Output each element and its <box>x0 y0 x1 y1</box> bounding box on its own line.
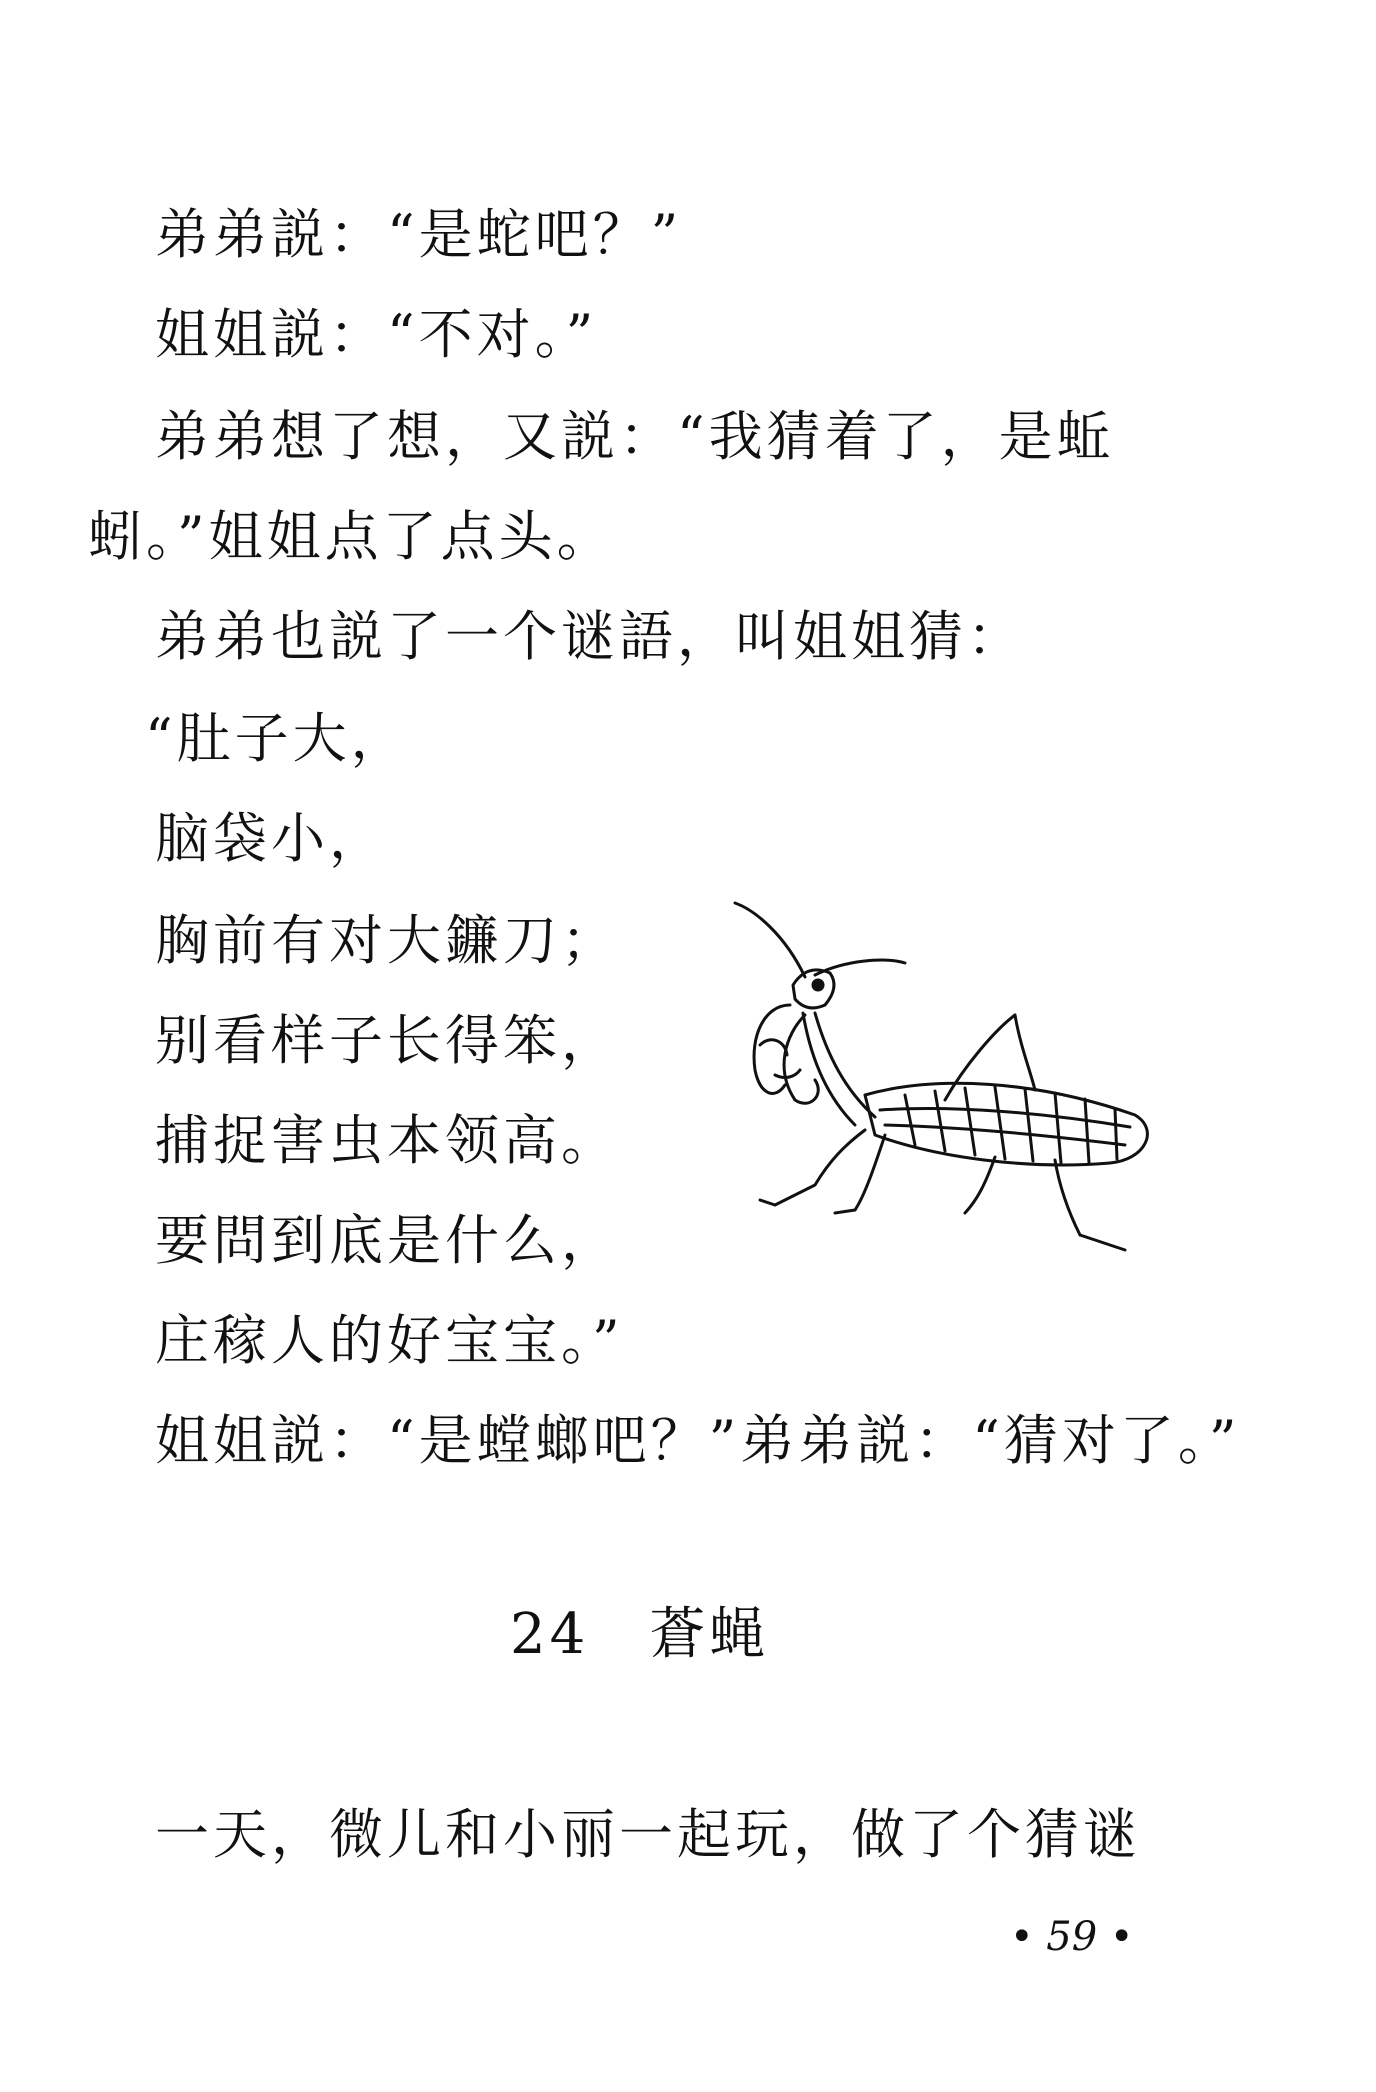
riddle-line-7: 庄稼人的好宝宝。” <box>155 1309 624 1372</box>
riddle-line-1: “肚子大， <box>145 707 409 770</box>
section-number: 24 <box>510 1602 590 1667</box>
riddle-line-6: 要問到底是什么， <box>155 1209 619 1272</box>
story-line-4: 蚓。”姐姐点了点头。 <box>88 505 615 568</box>
page-number: • 59 • <box>1010 1914 1134 1960</box>
riddle-line-3: 胸前有对大鐮刀； <box>155 909 619 972</box>
section-first-line: 一天，微儿和小丽一起玩，做了个猜谜 <box>155 1803 1141 1866</box>
section-title: 蒼蝇 <box>649 1602 770 1667</box>
riddle-line-4: 别看样子长得笨， <box>155 1009 619 1072</box>
answer-line: 姐姐説：“是螳螂吧？”弟弟説：“猜对了。” <box>155 1409 1241 1472</box>
story-line-5: 弟弟也説了一个谜語，叫姐姐猜： <box>155 605 1025 668</box>
story-line-1: 弟弟説：“是蛇吧？” <box>155 203 683 266</box>
story-line-2: 姐姐説：“不对。” <box>155 303 598 366</box>
riddle-line-5: 捕捉害虫本领高。 <box>155 1109 619 1172</box>
story-line-3: 弟弟想了想，又説：“我猜着了，是蚯 <box>155 405 1115 468</box>
praying-mantis-icon <box>715 895 1175 1275</box>
section-heading <box>510 1600 769 1670</box>
riddle-line-2: 脑袋小， <box>155 807 387 870</box>
